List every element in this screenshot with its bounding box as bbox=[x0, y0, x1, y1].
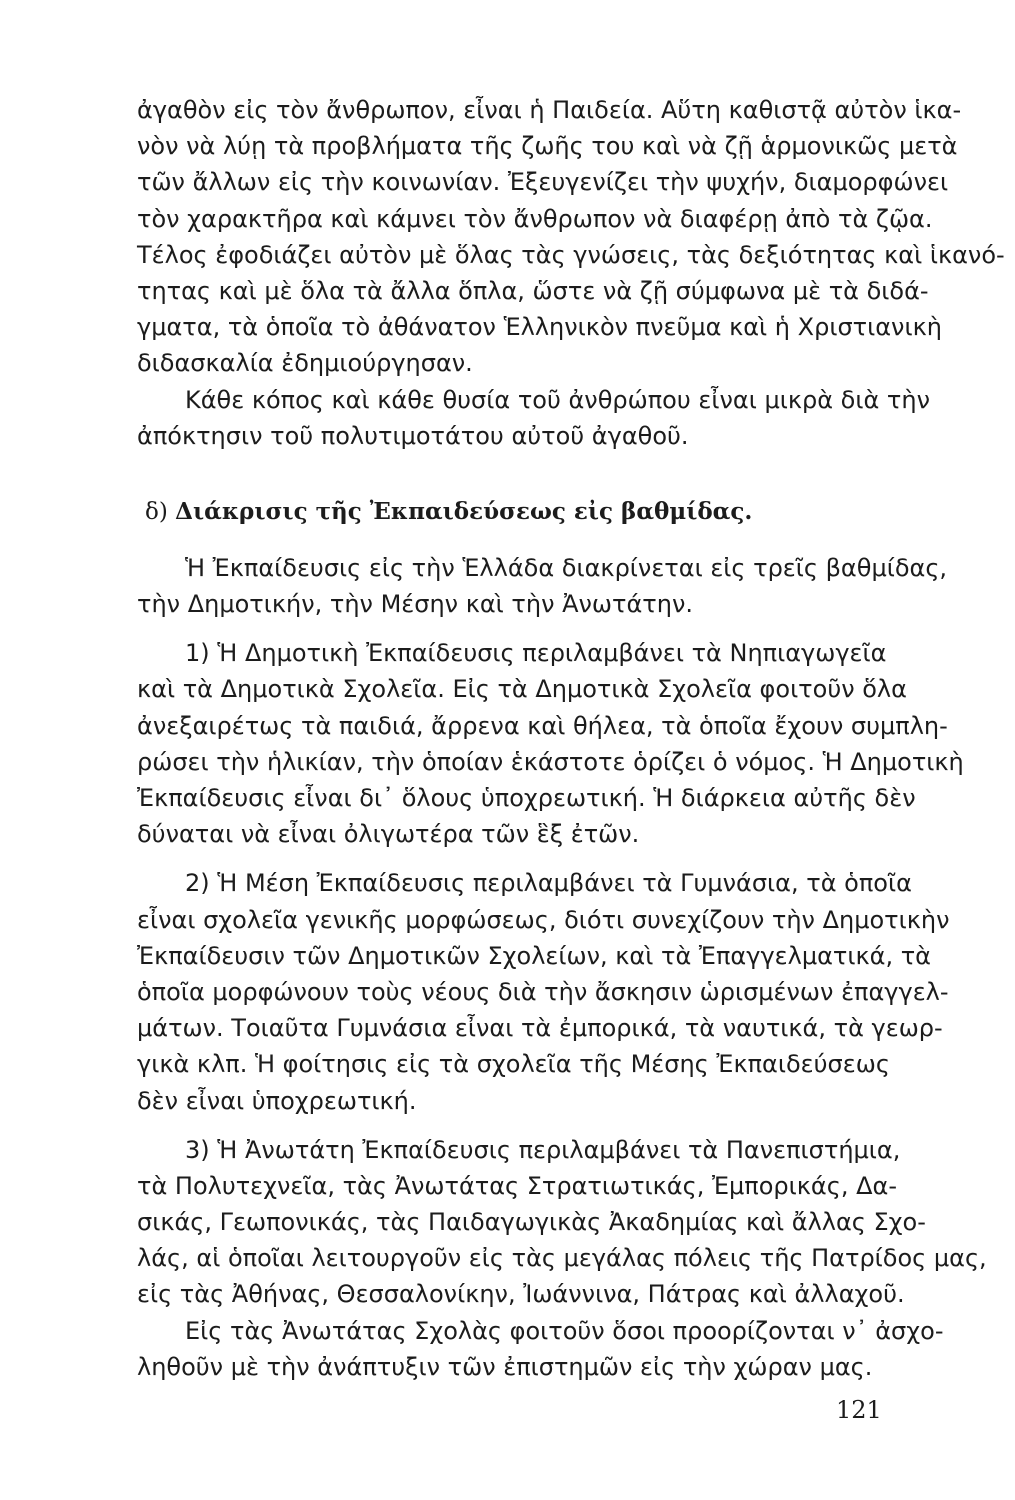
text-line: 3) Ἡ Ἀνωτάτη Ἐκπαίδευσις περιλαμβάνει τὰ Πανεπιστήμια, bbox=[185, 1135, 901, 1164]
page-body bbox=[137, 92, 1005, 1385]
text-line: εἰς τὰς Ἀθήνας, Θεσσαλονίκην, Ἰωάννινα, Πάτρας καὶ ἀλλαχοῦ. bbox=[137, 1280, 905, 1309]
text-line: τὴν Δημοτικήν, τὴν Μέσην καὶ τὴν Ἀνωτάτην. bbox=[137, 590, 693, 619]
paragraph-education-purpose bbox=[137, 92, 1005, 382]
text-line: καὶ τὰ Δημοτικὰ Σχολεῖα. Εἰς τὰ Δημοτικὰ Σχολεῖα φοιτοῦν ὅλα bbox=[137, 675, 907, 704]
paragraph-primary-education bbox=[137, 635, 964, 852]
text-line: δὲν εἶναι ὑποχρεωτική. bbox=[137, 1086, 417, 1115]
text-line: τητας καὶ μὲ ὅλα τὰ ἄλλα ὅπλα, ὥστε νὰ ζῇ σύμφωνα μὲ τὰ διδά- bbox=[137, 276, 929, 305]
text-line: Ἡ Ἐκπαίδευσις εἰς τὴν Ἑλλάδα διακρίνεται εἰς τρεῖς βαθμίδας, bbox=[185, 553, 948, 582]
text-line: τὸν χαρακτῆρα καὶ κάμνει τὸν ἄνθρωπον νὰ διαφέρῃ ἀπὸ τὰ ζῷα. bbox=[137, 204, 933, 233]
text-line: διδασκαλία ἐδημιούργησαν. bbox=[137, 349, 473, 378]
text-line: γικὰ κλπ. Ἡ φοίτησις εἰς τὰ σχολεῖα τῆς Μέσης Ἐκπαιδεύσεως bbox=[137, 1050, 890, 1079]
text-line: Εἰς τὰς Ἀνωτάτας Σχολὰς φοιτοῦν ὅσοι προορίζονται ν᾽ ἀσχο- bbox=[185, 1316, 944, 1345]
text-line: ἀπόκτησιν τοῦ πολυτιμοτάτου αὐτοῦ ἀγαθοῦ. bbox=[137, 421, 689, 450]
text-line: ρώσει τὴν ἡλικίαν, τὴν ὁποίαν ἑκάστοτε ὁρίζει ὁ νόμος. Ἡ Δημοτικὴ bbox=[137, 747, 964, 776]
text-line: εἶναι σχολεῖα γενικῆς μορφώσεως, διότι συνεχίζουν τὴν Δημοτικὴν bbox=[137, 905, 950, 934]
text-line: σικάς, Γεωπονικάς, τὰς Παιδαγωγικὰς Ἀκαδημίας καὶ ἄλλας Σχο- bbox=[137, 1208, 926, 1237]
paragraph-secondary-education bbox=[137, 865, 950, 1118]
text-line: νὸν νὰ λύῃ τὰ προβλήματα τῆς ζωῆς του καὶ νὰ ζῇ ἁρμονικῶς μετὰ bbox=[137, 132, 958, 161]
paragraph-three-levels bbox=[137, 550, 948, 622]
text-line: γματα, τὰ ὁποῖα τὸ ἀθάνατον Ἑλληνικὸν πνεῦμα καὶ ἡ Χριστιανικὴ bbox=[137, 313, 942, 342]
text-line: μάτων. Τοιαῦτα Γυμνάσια εἶναι τὰ ἐμπορικά, τὰ ναυτικά, τὰ γεωρ- bbox=[137, 1014, 943, 1043]
paragraph-effort-worth bbox=[137, 382, 930, 454]
text-line: τὰ Πολυτεχνεῖα, τὰς Ἀνωτάτας Στρατιωτικάς, Ἐμπορικάς, Δα- bbox=[137, 1171, 897, 1200]
text-line: Κάθε κόπος καὶ κάθε θυσία τοῦ ἀνθρώπου εἶναι μικρὰ διὰ τὴν bbox=[185, 385, 930, 414]
text-line: 2) Ἡ Μέση Ἐκπαίδευσις περιλαμβάνει τὰ Γυμνάσια, τὰ ὁποῖα bbox=[185, 869, 912, 898]
page-number: 121 bbox=[836, 1396, 882, 1424]
paragraph-higher-education bbox=[137, 1132, 987, 1313]
text-line: ἀνεξαιρέτως τὰ παιδιά, ἄρρενα καὶ θήλεα, τὰ ὁποῖα ἔχουν συμπλη- bbox=[137, 711, 948, 740]
text-line: ληθοῦν μὲ τὴν ἀνάπτυξιν τῶν ἐπιστημῶν εἰς τὴν χώραν μας. bbox=[137, 1352, 873, 1381]
text-line: Ἐκπαίδευσιν τῶν Δημοτικῶν Σχολείων, καὶ τὰ Ἐπαγγελματικά, τὰ bbox=[137, 941, 931, 970]
text-line: τῶν ἄλλων εἰς τὴν κοινωνίαν. Ἐξευγενίζει τὴν ψυχήν, διαμορφώνει bbox=[137, 168, 949, 197]
section-heading-marker: δ) bbox=[145, 498, 168, 525]
text-line: λάς, αἱ ὁποῖαι λειτουργοῦν εἰς τὰς μεγάλας πόλεις τῆς Πατρίδος μας, bbox=[137, 1244, 987, 1273]
paragraph-higher-schools-attendance bbox=[137, 1313, 944, 1385]
text-line: ἀγαθὸν εἰς τὸν ἄνθρωπον, εἶναι ἡ Παιδεία. Αὕτη καθιστᾷ αὐτὸν ἱκα- bbox=[137, 96, 962, 124]
text-line: Τέλος ἐφοδιάζει αὐτὸν μὲ ὅλας τὰς γνώσεις, τὰς δεξιότητας καὶ ἱκανό- bbox=[137, 240, 1005, 269]
text-line: ὁποῖα μορφώνουν τοὺς νέους διὰ τὴν ἄσκησιν ὡρισμένων ἐπαγγελ- bbox=[137, 977, 949, 1006]
section-heading-title: Διάκρισις τῆς Ἐκπαιδεύσεως εἰς βαθμίδας. bbox=[175, 497, 753, 525]
section-heading bbox=[145, 492, 873, 532]
text-line: 1) Ἡ Δημοτικὴ Ἐκπαίδευσις περιλαμβάνει τὰ Νηπιαγωγεῖα bbox=[185, 639, 887, 668]
text-line: δύναται νὰ εἶναι ὀλιγωτέρα τῶν ἓξ ἐτῶν. bbox=[137, 820, 640, 849]
text-line: Ἐκπαίδευσις εἶναι δι᾽ ὅλους ὑποχρεωτική. Ἡ διάρκεια αὐτῆς δὲν bbox=[137, 784, 916, 812]
